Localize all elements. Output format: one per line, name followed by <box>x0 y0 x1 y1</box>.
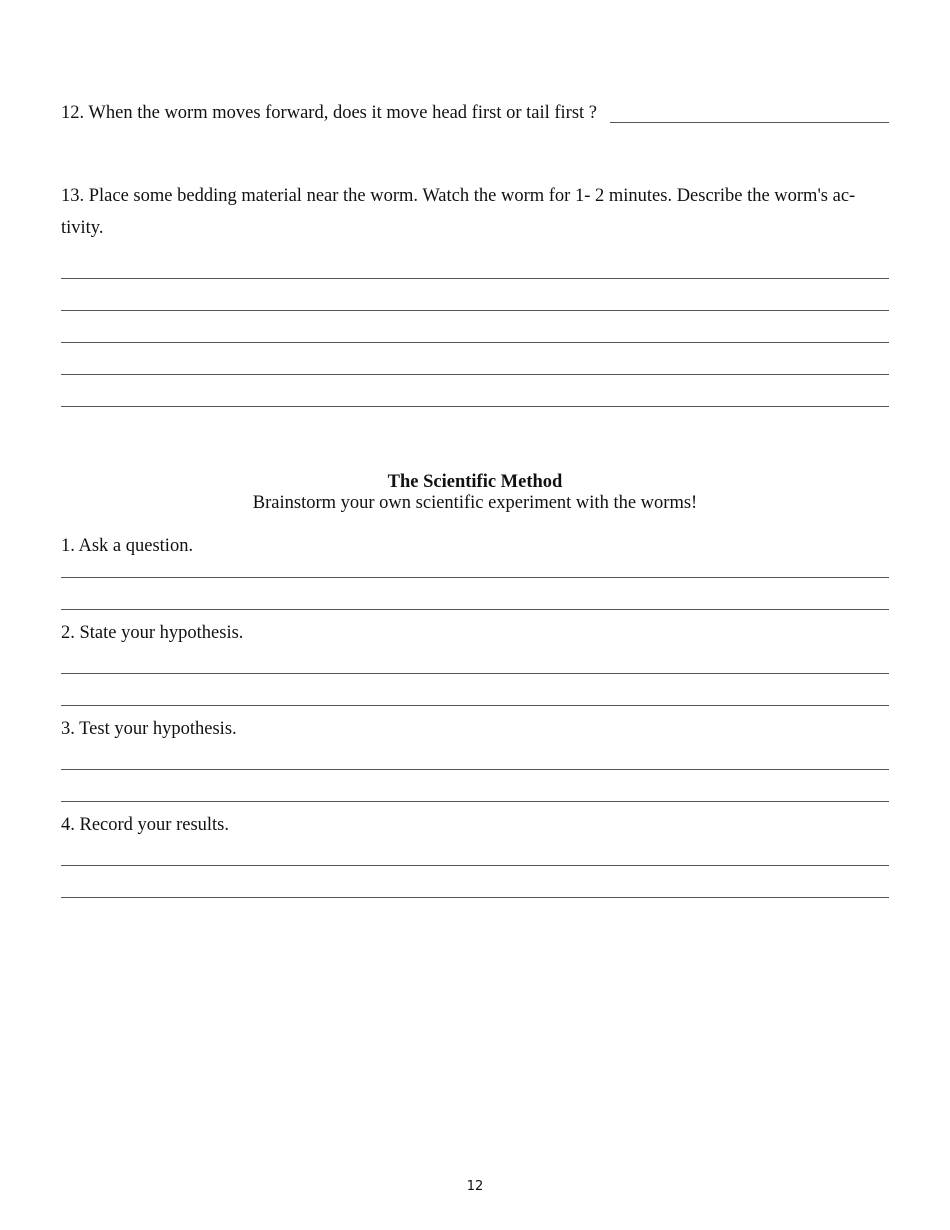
answer-line-step3-2[interactable] <box>61 801 889 802</box>
page-number: 12 <box>466 1179 484 1194</box>
answer-line-step3-1[interactable] <box>61 769 889 770</box>
answer-line-step1-2[interactable] <box>61 609 889 610</box>
question-13-line-1: 13. Place some bedding material near the worm. Watch the worm for 1- 2 minutes. Describe the worm's ac- <box>61 186 856 206</box>
section-title: The Scientific Method <box>387 472 563 492</box>
answer-line-step1-1[interactable] <box>61 577 889 578</box>
section-subtitle: Brainstorm your own scientific experiment with the worms! <box>252 493 698 513</box>
answer-line-q13-5[interactable] <box>61 406 889 407</box>
answer-line-step4-2[interactable] <box>61 897 889 898</box>
step-ask-question: 1. Ask a question. <box>61 536 194 556</box>
answer-line-q13-2[interactable] <box>61 310 889 311</box>
step-state-hypothesis: 2. State your hypothesis. <box>61 623 244 643</box>
step-record-results: 4. Record your results. <box>61 815 230 835</box>
answer-line-q12[interactable] <box>610 122 889 123</box>
answer-line-q13-4[interactable] <box>61 374 889 375</box>
answer-line-q13-3[interactable] <box>61 342 889 343</box>
question-12: 12. When the worm moves forward, does it move head first or tail first ? <box>61 103 598 123</box>
answer-line-step4-1[interactable] <box>61 865 889 866</box>
answer-line-step2-1[interactable] <box>61 673 889 674</box>
question-13-line-2: tivity. <box>61 218 104 238</box>
answer-line-q13-1[interactable] <box>61 278 889 279</box>
answer-line-step2-2[interactable] <box>61 705 889 706</box>
step-test-hypothesis: 3. Test your hypothesis. <box>61 719 237 739</box>
